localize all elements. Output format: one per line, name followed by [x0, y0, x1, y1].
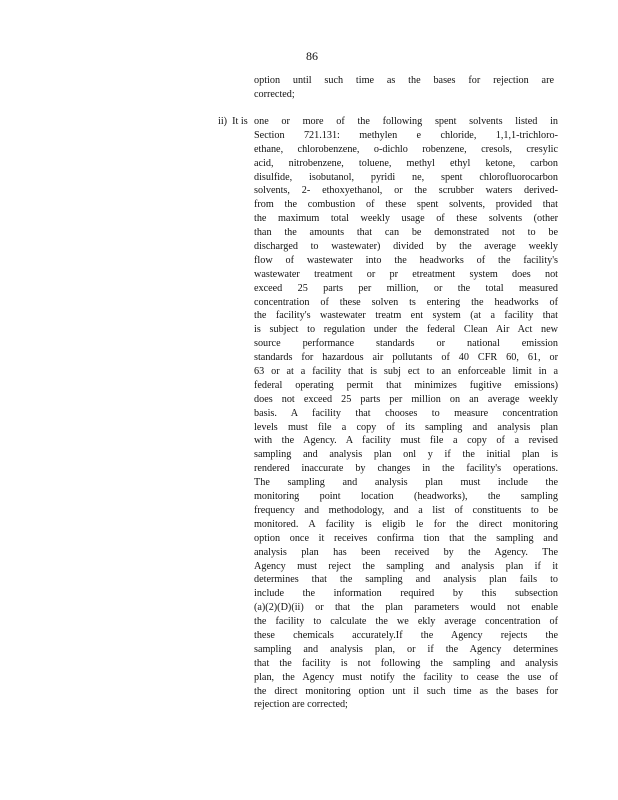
- text-line: corrected;: [254, 88, 295, 100]
- text-line: sampling and analysis plan onl y if the initial plan is: [254, 449, 558, 461]
- text-line: these chemicals accurately.If the Agency rejects the: [254, 629, 558, 641]
- text-line: acid, nitrobenzene, toluene, methyl ethyl ketone, carbon: [254, 157, 558, 169]
- item-marker: [218, 115, 248, 129]
- text-line: exceed 25 parts per million, or the total measured: [254, 282, 558, 294]
- text-line: rendered inaccurate by changes in the facility's operations.: [254, 463, 558, 475]
- text-line: The sampling and analysis plan must include the: [254, 477, 558, 489]
- text-line: sampling and analysis plan, or if the Agency determines: [254, 643, 558, 655]
- text-line: monitoring point location (headworks), the sampling: [254, 491, 558, 503]
- text-line: include the information required by this subsection: [254, 588, 558, 600]
- text-line: discharged to wastewater) divided by the average weekly: [254, 241, 558, 253]
- text-line: analysis plan has been received by the Agency. The: [254, 546, 558, 558]
- text-line: plan, the Agency must notify the facility to cease the use of: [254, 671, 558, 683]
- text-line: the facility to calculate the we ekly average concentration of: [254, 616, 558, 628]
- item-lead-text: It is: [232, 116, 248, 127]
- text-line: frequency and methodology, and a list of constituents to be: [254, 504, 558, 516]
- text-line: disulfide, isobutanol, pyridi ne, spent chlorofluorocarbon: [254, 171, 558, 183]
- text-line: that the facility is not following the sampling and analysis: [254, 657, 558, 669]
- text-line: (a)(2)(D)(ii) or that the plan parameters would not enable: [254, 602, 558, 614]
- text-line: option until such time as the bases for rejection are: [254, 75, 554, 86]
- text-line: one or more of the following spent solvents listed in: [254, 116, 558, 127]
- text-line: does not exceed 25 parts per million on an average weekly: [254, 393, 558, 405]
- text-line: solvents, 2- ethoxyethanol, or the scrubber waters derived-: [254, 185, 558, 197]
- text-line: the direct monitoring option unt il such time as the bases for: [254, 685, 558, 697]
- item-number: ii): [218, 116, 228, 127]
- text-line: source performance standards or national emission: [254, 338, 558, 350]
- page-number: 86: [306, 49, 318, 63]
- text-line: option once it receives confirma tion that the sampling and: [254, 532, 558, 544]
- text-line: 63 or at a facility that is subj ect to an enforceable limit in a: [254, 366, 558, 378]
- text-line: from the combustion of these spent solvents, provided that: [254, 199, 558, 211]
- text-line: wastewater treatment or pr etreatment system does not: [254, 268, 558, 280]
- text-line: than the amounts that can be demonstrated not to be: [254, 227, 558, 239]
- text-line: levels must file a copy of its sampling and analysis plan: [254, 421, 558, 433]
- text-line: with the Agency. A facility must file a copy of a revised: [254, 435, 558, 447]
- text-line: the facility's wastewater treatm ent system (at a facility that: [254, 310, 558, 322]
- continuation-paragraph: [254, 74, 554, 102]
- text-line: the maximum total weekly usage of these solvents (other: [254, 213, 558, 225]
- text-line: standards for hazardous air pollutants of 40 CFR 60, 61, or: [254, 352, 558, 364]
- text-line: monitored. A facility is eligib le for the direct monitoring: [254, 518, 558, 530]
- text-line: federal operating permit that minimizes fugitive emissions): [254, 379, 558, 391]
- item-body: [254, 115, 558, 712]
- text-line: basis. A facility that chooses to measure concentration: [254, 407, 558, 419]
- text-line: is subject to regulation under the federal Clean Air Act new: [254, 324, 558, 336]
- text-line: Agency must reject the sampling and analysis plan if it: [254, 560, 558, 572]
- text-line: ethane, chlorobenzene, o-dichlo robenzene, cresols, cresylic: [254, 143, 558, 155]
- text-line: determines that the sampling and analysis plan fails to: [254, 574, 558, 586]
- text-line: rejection are corrected;: [254, 699, 348, 711]
- text-line: Section 721.131: methylen e chloride, 1,1,1-trichloro-: [254, 129, 558, 141]
- text-line: concentration of these solven ts entering the headworks of: [254, 296, 558, 308]
- text-line: flow of wastewater into the headworks of the facility's: [254, 254, 558, 266]
